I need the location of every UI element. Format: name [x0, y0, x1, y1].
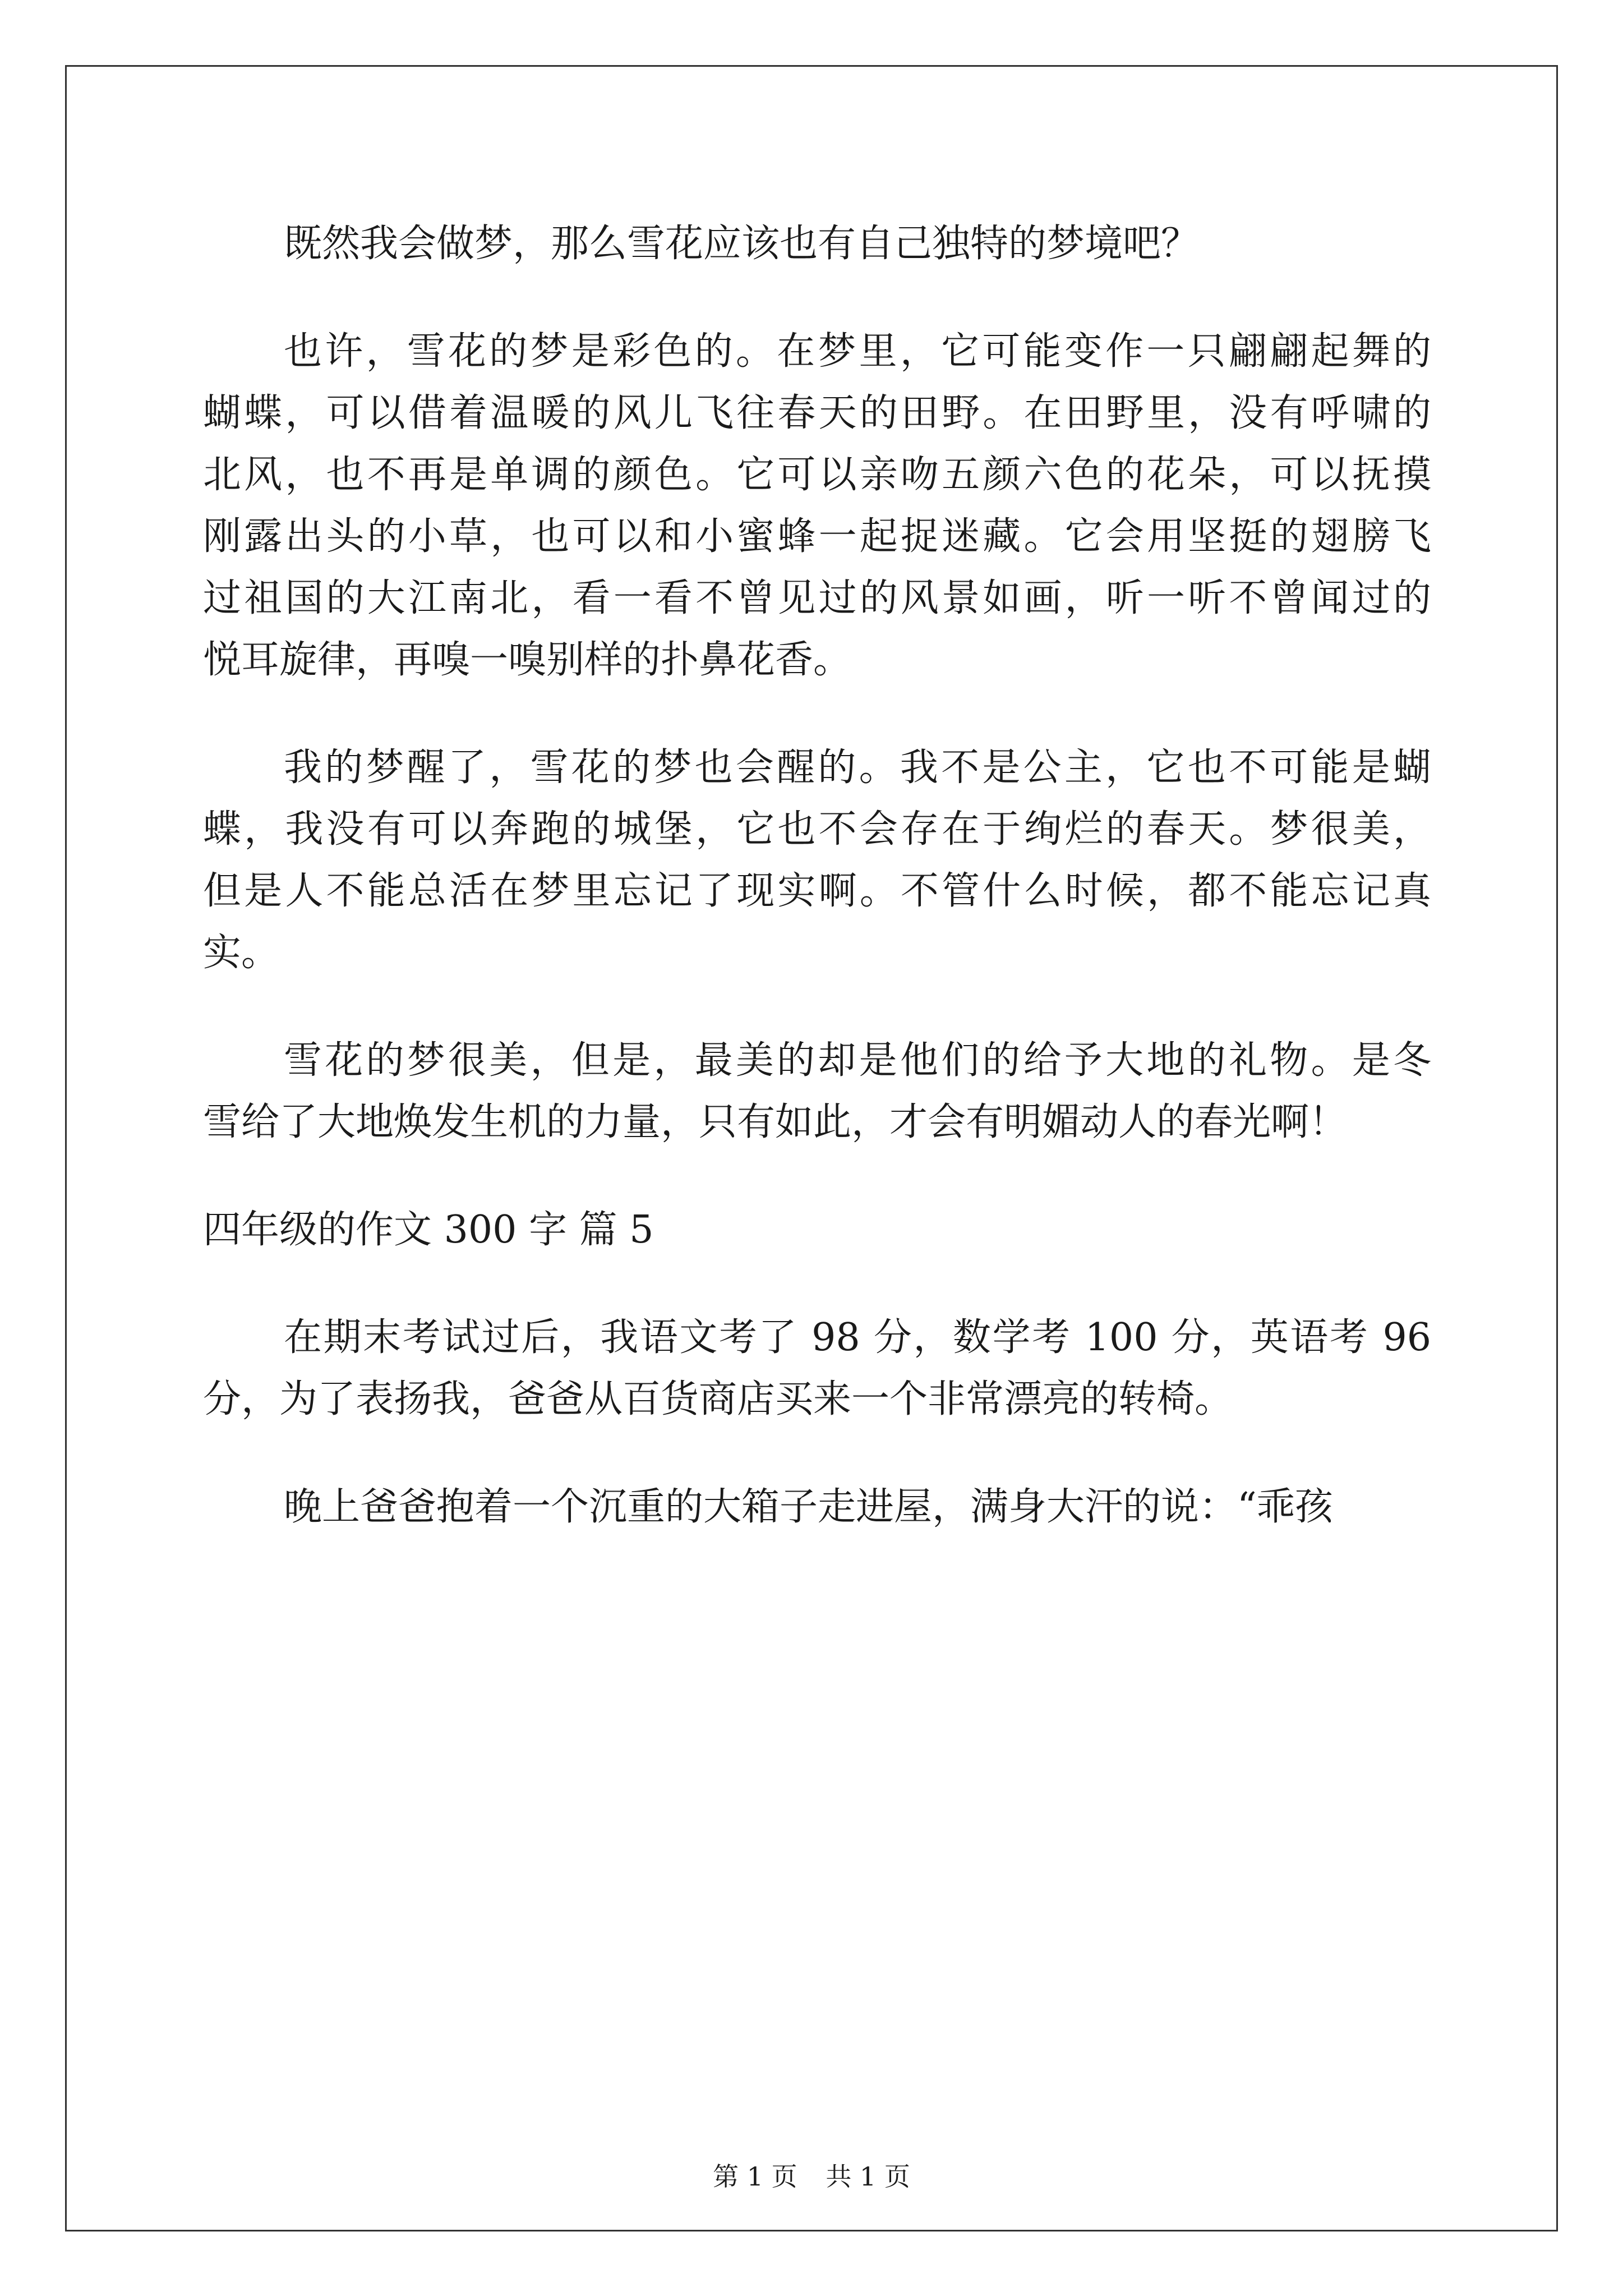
page-number-total: 共 1 页 — [826, 2161, 910, 2192]
page-number-current: 第 1 页 — [713, 2161, 797, 2192]
text-line: 既然我会做梦，那么雪花应该也有自己独特的梦境吧？ — [284, 222, 1200, 266]
paragraph-5 — [203, 1307, 1431, 1430]
page-footer — [0, 2160, 1623, 2193]
text-line: 雪给了大地焕发生机的力量，只有如此，才会有明媚动人的春光啊！ — [203, 1100, 1348, 1144]
paragraph-3 — [203, 737, 1431, 984]
paragraph-6 — [203, 1476, 1431, 1538]
text-line: 在期末考试过后，我语文考了 98 分，数学考 100 分，英语考 96 — [284, 1315, 1431, 1360]
paragraph-2 — [203, 321, 1431, 691]
text-line: 但是人不能总活在梦里忘记了现实啊。不管什么时候，都不能忘记真 — [203, 869, 1431, 913]
text-line: 分，为了表扬我，爸爸从百货商店买来一个非常漂亮的转椅。 — [203, 1377, 1233, 1421]
paragraph-1 — [203, 213, 1431, 275]
text-line: 悦耳旋律，再嗅一嗅别样的扑鼻花香。 — [203, 638, 852, 682]
text-line: 过祖国的大江南北，看一看不曾见过的风景如画，听一听不曾闻过的 — [203, 576, 1431, 620]
section-heading: 四年级的作文 300 字 篇 5 — [203, 1208, 654, 1252]
text-line: 我的梦醒了，雪花的梦也会醒的。我不是公主，它也不可能是蝴 — [284, 746, 1431, 790]
text-line: 也许，雪花的梦是彩色的。在梦里，它可能变作一只翩翩起舞的 — [284, 329, 1431, 374]
document-body — [203, 213, 1431, 1584]
text-line: 晚上爸爸抱着一个沉重的大箱子走进屋，满身大汗的说：“乖孩 — [284, 1485, 1333, 1529]
text-line: 蝴蝶，可以借着温暖的风儿飞往春天的田野。在田野里，没有呼啸的 — [203, 391, 1431, 435]
text-line: 蝶，我没有可以奔跑的城堡，它也不会存在于绚烂的春天。梦很美， — [203, 807, 1431, 852]
text-line: 雪花的梦很美，但是，最美的却是他们的给予大地的礼物。是冬 — [284, 1038, 1431, 1083]
text-line: 实。 — [203, 931, 280, 975]
paragraph-4 — [203, 1030, 1431, 1153]
text-line: 北风，也不再是单调的颜色。它可以亲吻五颜六色的花朵，可以抚摸 — [203, 453, 1431, 497]
text-line: 刚露出头的小草，也可以和小蜜蜂一起捉迷藏。它会用坚挺的翅膀飞 — [203, 514, 1431, 559]
